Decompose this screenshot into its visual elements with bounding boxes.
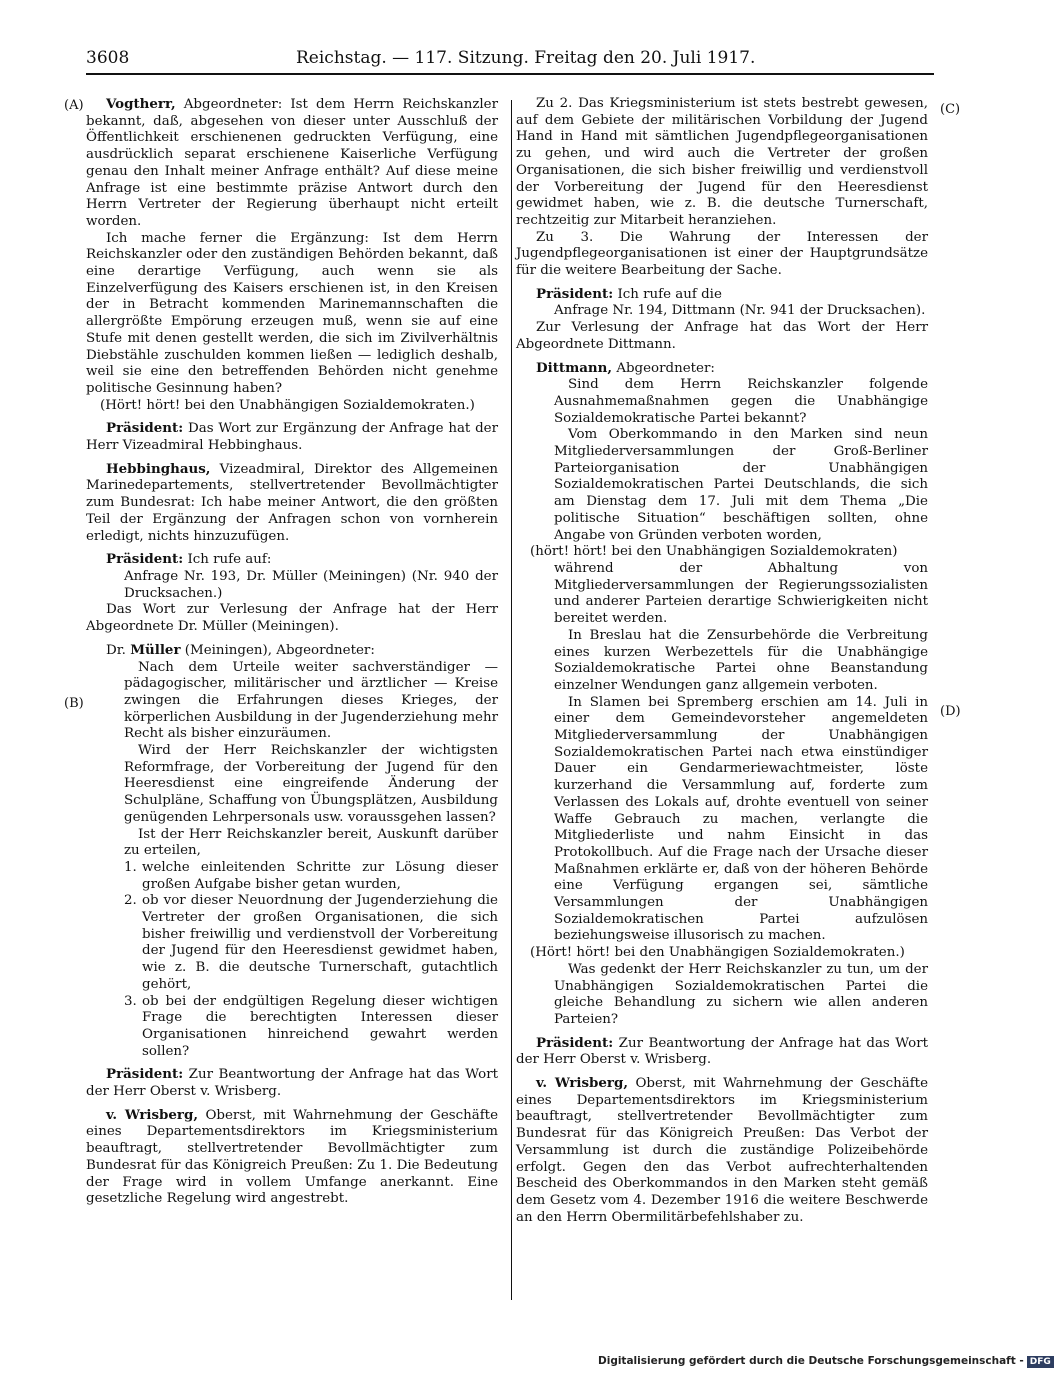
list-item: 2. ob vor dieser Neuordnung der Jugenderziehung die Vertreter der großen Organisationen, die sich bisher freiwillig und verdienstvoll der Vorbereitung der Jugend für den Heeresdienst gewidmet haben, wie z. B. die deutsche Turnerschaft, gutachtlich gehört, [124, 893, 498, 992]
paragraph: Zu 3. Die Wahrung der Interessen der Jugendpflegeorganisationen ist einer der Hauptgrundsätze für die weitere Bearbeitung der Sache. [516, 229, 928, 279]
inquiry-paragraph: Ist der Herr Reichskanzler bereit, Auskunft darüber zu erteilen, [124, 826, 498, 859]
paragraph: Zu 2. Das Kriegsministerium ist stets bestrebt gewesen, auf dem Gebiete der militärischen Vorbildung der Jugend Hand in Hand mit sämtlichen Jugendpflegeorganisationen zu gehen, und wird auch die Vertreter der großen Organisationen, die sich bisher freiwillig und verdienstvoll der Vorbereitung der Jugend für den Heeresdienst gewidmet haben, wie z. B. die deutsche Turnerschaft, rechtzeitig zur Mitarbeit heranziehen. [516, 96, 928, 228]
left-column [86, 96, 498, 1208]
paragraph: Dittmann, Abgeordneter: [536, 359, 715, 376]
paragraph: Präsident: Zur Beantwortung der Anfrage hat das Wort der Herr Oberst v. Wrisberg. [516, 1034, 928, 1068]
speaker-name: Präsident: [106, 551, 184, 568]
speaker-name: Dittmann, [536, 359, 613, 376]
column-divider [511, 100, 512, 1300]
speaker-name: v. Wrisberg, [536, 1075, 629, 1092]
speaker-name: Präsident: [536, 285, 614, 302]
right-column [516, 96, 928, 1226]
inquiry-text [86, 660, 498, 860]
page-number: 3608 [86, 48, 130, 68]
paragraph: Präsident: Ich rufe auf: [106, 551, 272, 568]
inquiry-paragraph: Vom Oberkommando in den Marken sind neun Mitgliederversammlungen der Groß-Berliner Parteiorganisation der Unabhängigen Sozialdemokratischen Partei Deutschlands, die sich am Dienstag dem 17. Juli mit dem Thema „Die politische Situation“ beschäftigen sollten, ohne Angabe von Gründen verboten worden, [554, 427, 928, 543]
page-header [86, 48, 934, 72]
funding-footer [598, 1355, 1051, 1368]
margin-marker-b: (B) [64, 696, 84, 711]
interjection: (hört! hört! bei den Unabhängigen Sozialdemokraten) [530, 544, 898, 560]
paragraph: Zur Verlesung der Anfrage hat das Wort der Herr Abgeordnete Dittmann. [516, 320, 928, 352]
header-rule [86, 73, 934, 75]
speaker-name: Müller [130, 641, 181, 658]
margin-marker-c: (C) [940, 102, 961, 117]
inquiry-text [516, 561, 928, 945]
interjection: (Hört! hört! bei den Unabhängigen Sozialdemokraten.) [100, 397, 475, 413]
speaker-name: Hebbinghaus, [106, 460, 211, 477]
paragraph: Vogtherr, Abgeordneter: Ist dem Herrn Reichskanzler bekannt, daß, abgesehen von dieser unter Ausschluß der Öffentlichkeit erschienenen gedruckten Verfügung, eine ausdrücklich separat erschienene Kaiserliche Verfügung genau den Inhalt meiner Anfrage enthält? Auf diese meine Anfrage ist eine bestimmte präzise Antwort durch den Herrn Vertreter der Regierung überhaupt nicht erteilt worden. [86, 96, 498, 229]
inquiry-text [516, 377, 928, 544]
inquiry-paragraph: Wird der Herr Reichskanzler der wichtigsten Reformfrage, der Vorbereitung der Jugend für den Heeresdienst eine eingreifende Änderung der Schulpläne, Schaffung von Übungsplätzen, Ausbildung genügenden Lehrpersonals usw. voraussgehen lassen? [124, 743, 498, 825]
inquiry-paragraph: während der Abhaltung von Mitgliederversammlungen der Regierungssozialisten und anderer Parteien derartige Schwierigkeiten nicht bereitet werden. [554, 560, 928, 627]
paragraph: Präsident: Das Wort zur Ergänzung der Anfrage hat der Herr Vizeadmiral Hebbinghaus. [86, 420, 498, 454]
inquiry-paragraph: Nach dem Urteile weiter sachverständiger — pädagogischer, militärischer und ärztlicher — Kreise zwingen die Erfahrungen dieses Krieges, der körperlichen Ausbildung in der Jugenderziehung mehr Recht als bisher einzuräumen. [124, 659, 498, 742]
speaker-name: Vogtherr, [106, 96, 176, 112]
paragraph: Dr. Müller (Meiningen), Abgeordneter: [106, 641, 375, 658]
inquiry-paragraph: Sind dem Herrn Reichskanzler folgende Ausnahmemaßnahmen gegen die Unabhängige Sozialdemokratische Partei bekannt? [554, 377, 928, 426]
dfg-logo: DFG [1027, 1356, 1054, 1368]
paragraph: Ich mache ferner die Ergänzung: Ist dem Herrn Reichskanzler oder den zuständigen Behörden bekannt, daß eine derartige Verfügung, auch wenn sie als Einzelverfügung des Kaisers erschienen ist, in den Kreisen der in Betracht kommenden Marinemannschaften die allergrößte Empörung erzeugen muß, wenn sie auf eine Stufe mit denen gestellt werden, die sich im Zivilverhältnis Diebstähle zuschulden kommen ließen — lediglich deshalb, weil sie eine den betreffenden Behörden nicht genehme politische Gesinnung haben? [86, 230, 498, 396]
inquiry-paragraph: Was gedenkt der Herr Reichskanzler zu tun, um der Unabhängigen Sozialdemokratischen Partei die gleiche Behandlung zu sichern wie allen anderen Parteien? [554, 961, 928, 1027]
inquiry-paragraph: In Breslau hat die Zensurbehörde die Verbreitung eines kurzen Werbezettels für die Unabhängige Sozialdemokratische Partei ohne Beanstandung einzelner Wendungen ganz allgemein verboten. [554, 627, 928, 693]
speaker-name: v. Wrisberg, [106, 1106, 199, 1123]
list-item: 3. ob bei der endgültigen Regelung dieser wichtigen Frage die berechtigten Interessen dieser Organisationen hinreichend gewahrt werden sollen? [124, 993, 498, 1059]
speaker-name: Präsident: [106, 1066, 184, 1083]
agenda-item: Anfrage Nr. 193, Dr. Müller (Meiningen) (Nr. 940 der Drucksachen.) [124, 568, 498, 601]
margin-marker-d: (D) [940, 704, 961, 719]
paragraph: v. Wrisberg, Oberst, mit Wahrnehmung der Geschäfte eines Departementsdirektors im Kriegsministerium beauftragt, stellvertretender Bevollmächtigter zum Bundesrat für das Königreich Preußen: Zu 1. Die Bedeutung der Frage wird in vollem Umfange anerkannt. Eine gesetzliche Regelung wird angestrebt. [86, 1106, 498, 1207]
speaker-name: Präsident: [106, 420, 184, 437]
paragraph: Hebbinghaus, Vizeadmiral, Direktor des Allgemeinen Marinedepartements, stellvertretender Bevollmächtigter zum Bundesrat: Ich habe meiner Antwort, die den größten Teil der Ergänzung der Anfragen schon von vornherein erledigt, nichts hinzuzufügen. [86, 460, 498, 544]
paragraph: Präsident: Zur Beantwortung der Anfrage hat das Wort der Herr Oberst v. Wrisberg. [86, 1066, 498, 1100]
paragraph: Präsident: Ich rufe auf die [536, 285, 722, 302]
agenda-item: Anfrage Nr. 194, Dittmann (Nr. 941 der Drucksachen). [554, 303, 926, 319]
list-item: 1. welche einleitenden Schritte zur Lösung dieser großen Aufgabe bisher getan wurden, [124, 859, 498, 892]
inquiry-text [516, 962, 928, 1029]
inquiry-paragraph: In Slamen bei Spremberg erschien am 14. Juli in einer dem Gemeindevorsteher angemeldeten Mitgliederversammlung der Unabhängigen Sozialdemokratischen Partei nach etwa einstündiger Dauer ein Gendarmeriewachtmeister, löste kurzerhand die Versammlung auf, forderte zum Verlassen des Lokals auf, drohte eventuell von seiner Waffe Gebrauch zu machen, verlangte die Mitgliederliste und nahm Einsicht in das Protokollbuch. Auf die Frage nach der Ursache dieser Maßnahmen erklärte er, daß von der höheren Behörde eine Verfügung ergangen sei, sämtliche Versammlungen der Unabhängigen Sozialdemokratischen Partei aufzulösen beziehungsweise illusorisch zu machen. [554, 694, 928, 944]
margin-marker-a: (A) [64, 98, 84, 113]
footer-text: Digitalisierung gefördert durch die Deutsche Forschungsgemeinschaft - [598, 1355, 1024, 1367]
numbered-list [86, 860, 498, 1060]
paragraph: Das Wort zur Verlesung der Anfrage hat der Herr Abgeordnete Dr. Müller (Meiningen). [86, 602, 498, 635]
speaker-name: Präsident: [536, 1034, 614, 1051]
paragraph: v. Wrisberg, Oberst, mit Wahrnehmung der Geschäfte eines Departementsdirektors im Kriegsministerium beauftragt, stellvertretender Bevollmächtigter zum Bundesrat für das Königreich Preußen: Das Verbot der Versammlung ist durch die zuständige Polizeibehörde erfolgt. Gegen den das Verbot aufrechterhaltenden Bescheid des Oberkommandos in den Marken steht gemäß dem Gesetz vom 4. Dezember 1916 die weitere Beschwerde an den Herrn Obermilitärbefehlshaber zu. [516, 1075, 928, 1225]
running-title: Reichstag. — 117. Sitzung. Freitag den 20. Juli 1917. [296, 48, 756, 68]
interjection: (Hört! hört! bei den Unabhängigen Sozialdemokraten.) [530, 945, 905, 961]
